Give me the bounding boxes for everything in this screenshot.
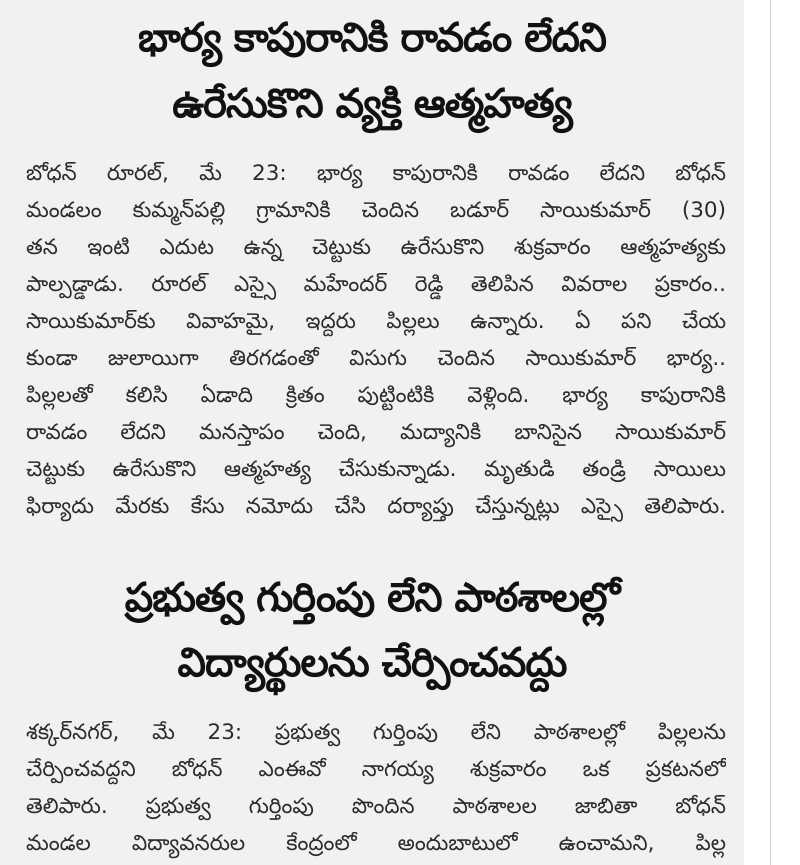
article-2-body-line: చేర్పించవద్దని బోధన్ ఎంఈవో నాగయ్య శుక్రవారం ఒక ప్రకటనలో [26,757,726,782]
article-2-body [26,714,726,862]
article-2-headline-line-1: ప్రభుత్వ గుర్తింపు లేని పాఠశాలల్లో [124,575,620,621]
article-2-body-line: శక్కర్‌నగర్, మే 23: ప్రభుత్వ గుర్తింపు లేని పాఠశాలల్లో పిల్లలను [26,720,726,745]
article-1-body-line: రావడం లేదని మనస్తాపం చెంది, మద్యానికి బానిసైన సాయికుమార్ [26,420,726,445]
article-1-body-line: సాయికుమార్‌కు వివాహమై, ఇద్దరు పిల్లలు ఉన్నారు. ఏ పని చేయ [26,309,726,334]
article-1-body-line: పిల్లలతో కలిసి ఏడాది క్రితం పుట్టింటికి వెళ్లింది. భార్య కాపురానికి [26,383,726,408]
article-1-body [26,155,726,525]
article-1-body-line: మండలం కుమ్మన్‌పల్లి గ్రామానికి చెందిన బడూర్ సాయికుమార్ (30) [26,198,726,223]
article-2-headline-line-2: విద్యార్థులను చేర్పించవద్దు [177,640,567,686]
article-1-body-line: పాల్పడ్డాడు. రూరల్ ఎస్సై మహేందర్ రెడ్డి తెలిపిన వివరాల ప్రకారం.. [26,272,726,297]
article-1-body-line: ఫిర్యాదు మేరకు కేసు నమోదు చేసి దర్యాప్తు చేస్తున్నట్లు ఎస్సై తెలిపారు. [26,494,726,519]
article-2-body-line: తెలిపారు. ప్రభుత్వ గుర్తింపు పొందిన పాఠశాలల జాబితా బోధన్ [26,794,726,819]
column-divider [770,0,771,865]
article-1-headline-line-1: భార్య కాపురానికి రావడం లేదని [138,15,606,61]
article-1-body-line: బోధన్ రూరల్, మే 23: భార్య కాపురానికి రావడం లేదని బోధన్ [26,161,726,186]
article-1-headline-line-2: ఉరేసుకొని వ్యక్తి ఆత్మహత్య [172,81,572,127]
article-2-body-line: మండల విద్యావనరుల కేంద్రంలో అందుబాటులో ఉంచామని, పిల్ల [26,831,726,856]
article-1-body-line: తన ఇంటి ఎదుట ఉన్న చెట్టుకు ఉరేసుకొని శుక్రవారం ఆత్మహత్యకు [26,235,726,260]
article-1-body-line: చెట్టుకు ఉరేసుకొని ఆత్మహత్య చేసుకున్నాడు. మృతుడి తండ్రి సాయిలు [26,457,726,482]
article-1-body-line: కుండా జులాయిగా తిరగడంతో విసుగు చెందిన సాయికుమార్ భార్య.. [26,346,726,371]
